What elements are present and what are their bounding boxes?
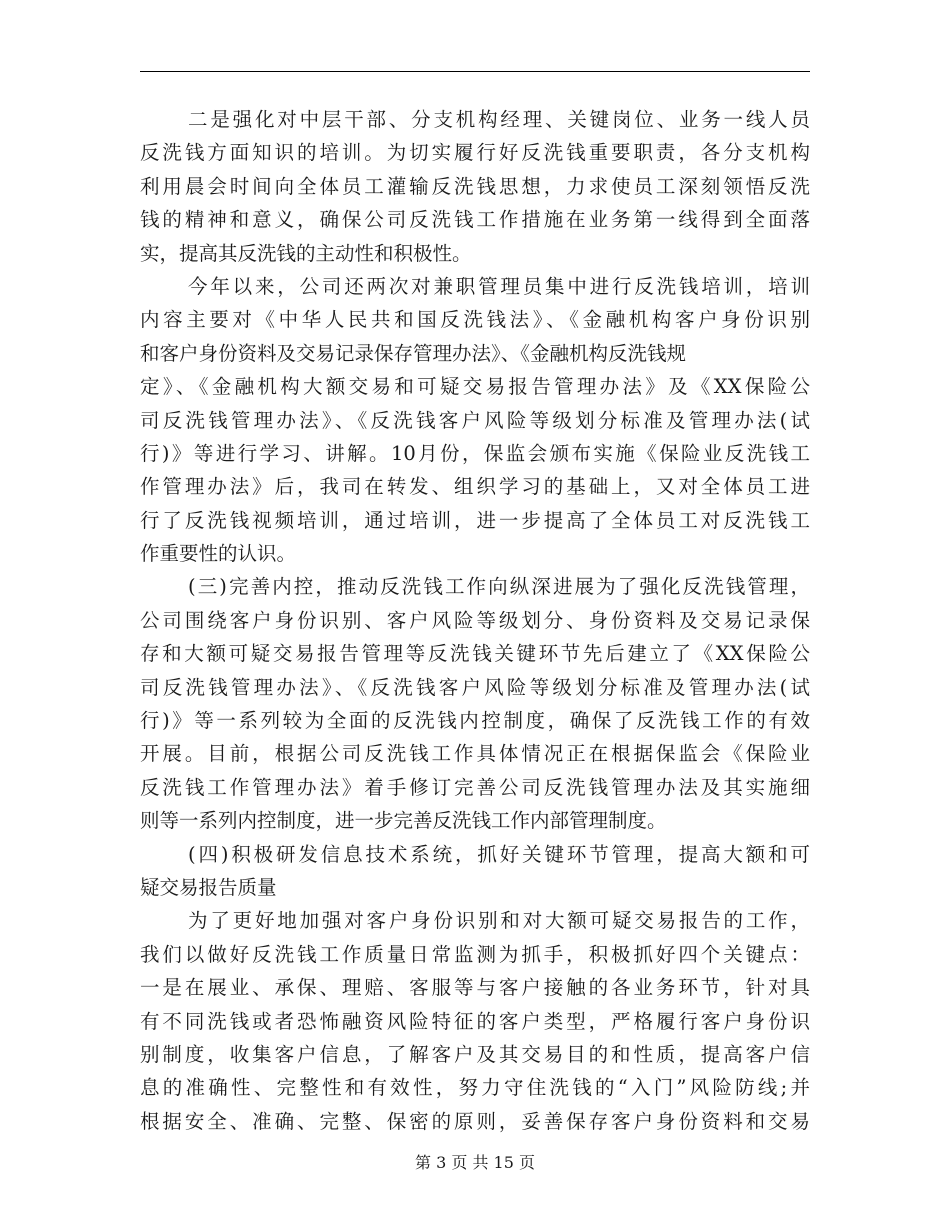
text-line: 内容主要对《中华人民共和国反洗钱法》、《金融机构客户身份识别	[140, 308, 810, 332]
text-line: 行了反洗钱视频培训，通过培训，进一步提高了全体员工对反洗钱工	[140, 508, 810, 532]
text-line: (四)积极研发信息技术系统，抓好关键环节管理，提高大额和可	[188, 842, 810, 866]
text-line: 我们以做好反洗钱工作质量日常监测为抓手，积极抓好四个关键点：	[140, 942, 810, 966]
text-line: 利用晨会时间向全体员工灌输反洗钱思想，力求使员工深刻领悟反洗	[140, 174, 810, 198]
text-line: 作重要性的认识。	[140, 542, 297, 566]
text-line: (三)完善内控，推动反洗钱工作向纵深进展为了强化反洗钱管理，	[188, 575, 810, 599]
text-line: 有不同洗钱或者恐怖融资风险特征的客户类型，严格履行客户身份识	[140, 1009, 810, 1033]
text-line: 公司围绕客户身份识别、客户风险等级划分、身份资料及交易记录保	[140, 608, 810, 632]
text-line: 今年以来，公司还两次对兼职管理员集中进行反洗钱培训，培训	[188, 274, 810, 298]
text-line: 反洗钱方面知识的培训。为切实履行好反洗钱重要职责，各分支机构	[140, 141, 810, 165]
text-line: 疑交易报告质量	[140, 875, 277, 899]
text-line: 定》、《金融机构大额交易和可疑交易报告管理办法》及《XX保险公	[140, 375, 810, 399]
text-line: 开展。目前，根据公司反洗钱工作具体情况正在根据保监会《保险业	[140, 742, 810, 766]
text-line: 根据安全、准确、完整、保密的原则，妥善保存客户身份资料和交易	[140, 1109, 810, 1133]
text-line: 反洗钱工作管理办法》着手修订完善公司反洗钱管理办法及其实施细	[140, 775, 810, 799]
text-line: 二是强化对中层干部、分支机构经理、关键岗位、业务一线人员	[188, 108, 810, 131]
header-rule	[140, 71, 810, 72]
text-line: 为了更好地加强对客户身份识别和对大额可疑交易报告的工作，	[188, 909, 810, 933]
page-number: 第 3 页 共 15 页	[415, 1153, 535, 1172]
text-line: 则等一系列内控制度，进一步完善反洗钱工作内部管理制度。	[140, 809, 667, 833]
text-line: 和客户身份资料及交易记录保存管理办法》、《金融机构反洗钱规	[140, 341, 687, 365]
text-line: 实，提高其反洗钱的主动性和积极性。	[140, 241, 472, 265]
text-line: 息的准确性、完整性和有效性，努力守住洗钱的“入门”风险防线;并	[140, 1076, 810, 1100]
text-line: 行)》等一系列较为全面的反洗钱内控制度，确保了反洗钱工作的有效	[140, 709, 810, 733]
text-line: 司反洗钱管理办法》、《反洗钱客户风险等级划分标准及管理办法(试	[140, 408, 810, 432]
document-body	[140, 103, 810, 1138]
text-line: 行)》等进行学习、讲解。10月份，保监会颁布实施《保险业反洗钱工	[140, 441, 810, 465]
text-line: 一是在展业、承保、理赔、客服等与客户接触的各业务环节，针对具	[140, 976, 810, 1000]
text-line: 作管理办法》后，我司在转发、组织学习的基础上，又对全体员工进	[140, 475, 810, 499]
text-line: 存和大额可疑交易报告管理等反洗钱关键环节先后建立了《XX保险公	[140, 642, 810, 666]
text-line: 司反洗钱管理办法》、《反洗钱客户风险等级划分标准及管理办法(试	[140, 675, 810, 699]
text-line: 别制度，收集客户信息，了解客户及其交易目的和性质，提高客户信	[140, 1042, 810, 1066]
text-line: 钱的精神和意义，确保公司反洗钱工作措施在业务第一线得到全面落	[140, 208, 810, 232]
